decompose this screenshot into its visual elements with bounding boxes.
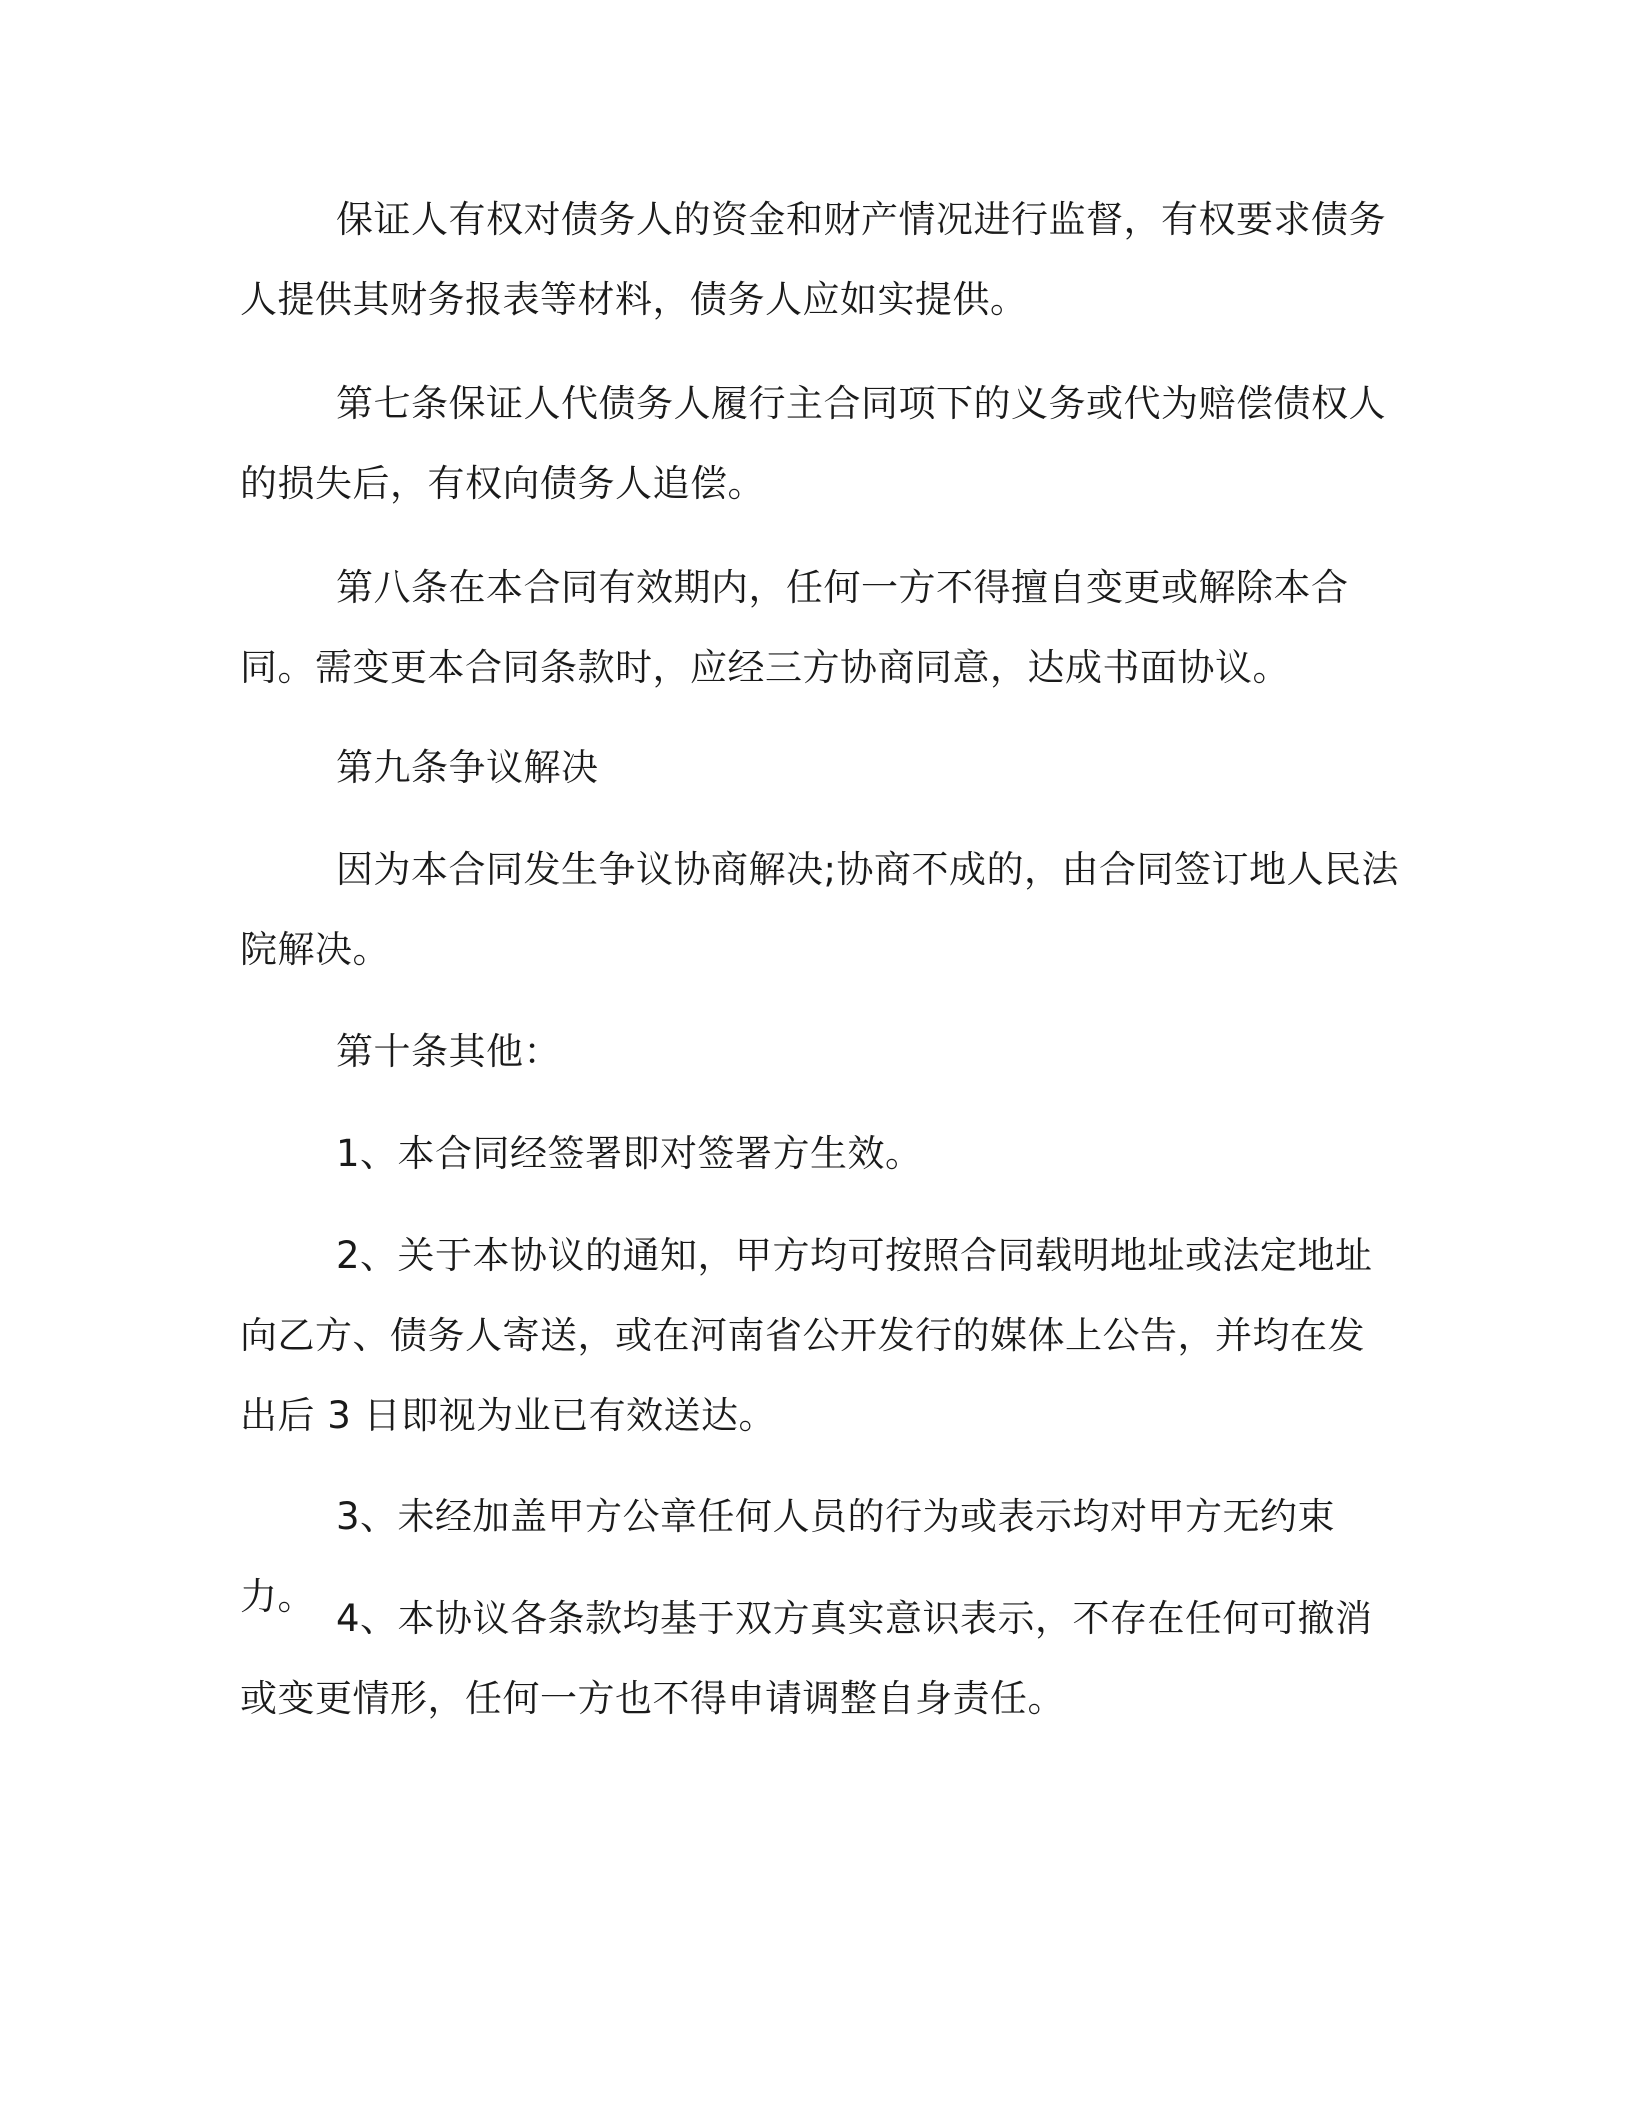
list-item-1: 1、本合同经签署即对签署方生效。 bbox=[336, 1132, 923, 1175]
list-item-4: 4、本协议各条款均基于双方真实意识表示，不存在任何可撤消或变更情形，任何一方也不得申请调整自身责任。 bbox=[240, 1597, 1373, 1720]
heading-article-10: 第十条其他： bbox=[336, 1030, 561, 1073]
paragraph-article-7: 第七条保证人代债务人履行主合同项下的义务或代为赔偿债权人的损失后，有权向债务人追偿。 bbox=[240, 382, 1386, 505]
paragraph-guarantor-supervision: 保证人有权对债务人的资金和财产情况进行监督，有权要求债务人提供其财务报表等材料，债务人应如实提供。 bbox=[240, 198, 1386, 321]
paragraph-dispute-resolution: 因为本合同发生争议协商解决;协商不成的，由合同签订地人民法院解决。 bbox=[240, 848, 1399, 971]
heading-article-9: 第九条争议解决 bbox=[336, 746, 599, 789]
paragraph-article-8: 第八条在本合同有效期内，任何一方不得擅自变更或解除本合同。需变更本合同条款时，应经三方协商同意，达成书面协议。 bbox=[240, 566, 1349, 689]
list-item-2: 2、关于本协议的通知，甲方均可按照合同载明地址或法定地址向乙方、债务人寄送，或在河南省公开发行的媒体上公告，并均在发出后 3 日即视为业已有效送达。 bbox=[240, 1234, 1373, 1437]
list-item-3: 3、未经加盖甲方公章任何人员的行为或表示均对甲方无约束力。 bbox=[240, 1495, 1336, 1618]
